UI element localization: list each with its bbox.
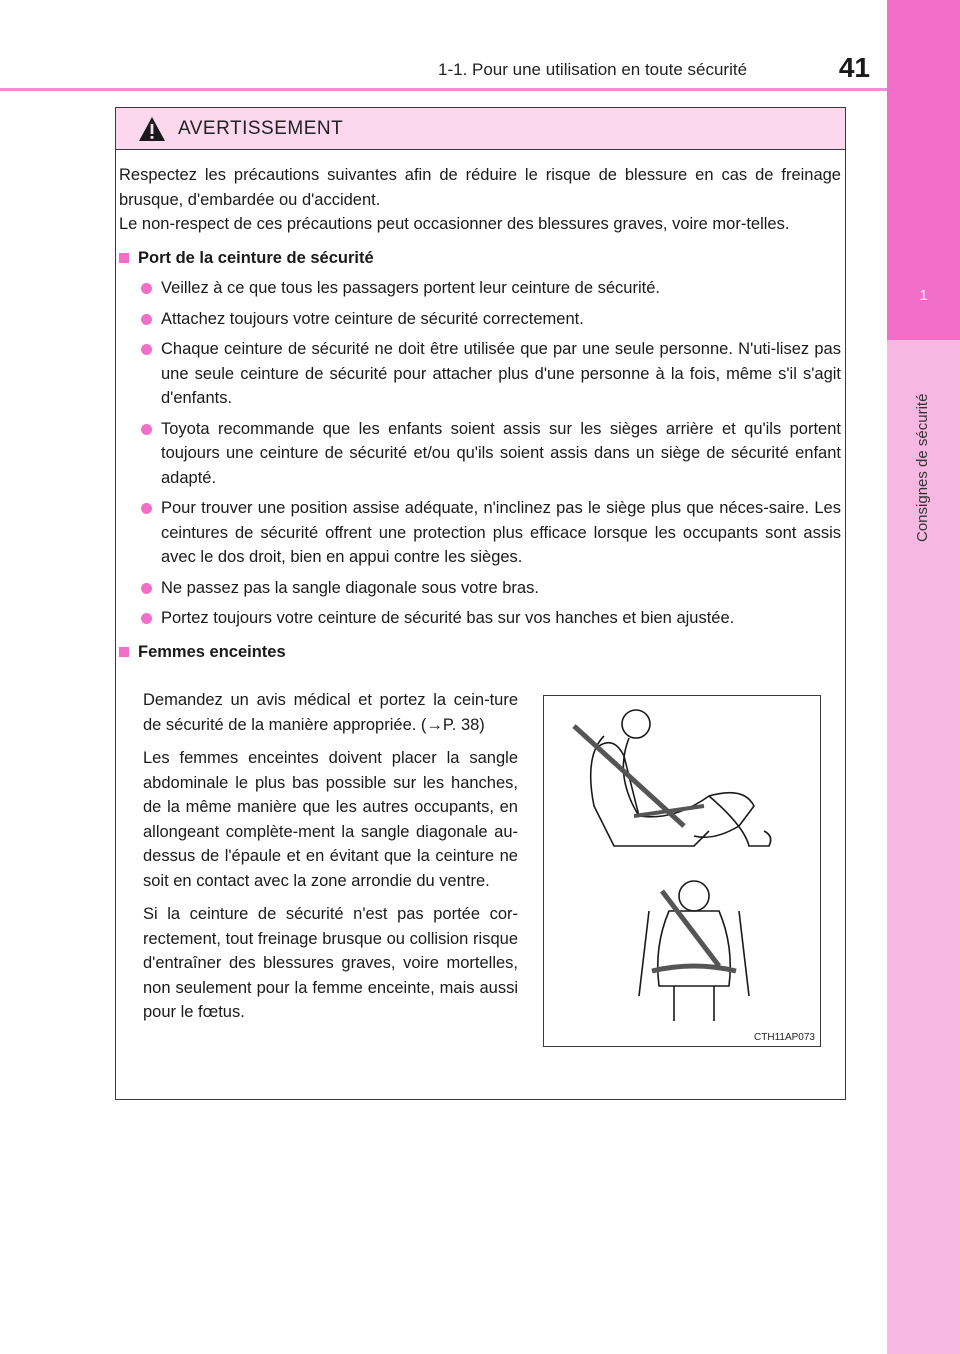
square-bullet-icon	[119, 647, 129, 657]
warning-triangle-icon	[138, 116, 166, 142]
circle-bullet-icon	[141, 424, 152, 435]
section-heading: Femmes enceintes	[119, 640, 841, 665]
header-divider	[0, 88, 887, 91]
circle-bullet-icon	[141, 314, 152, 325]
list-item: Toyota recommande que les enfants soient assis sur les sièges arrière et qu'ils portent toujours une ceinture de sécurité et/ou qu'ils soient assis dans un siège de sécurité enfant adapté.	[119, 417, 841, 491]
list-item: Chaque ceinture de sécurité ne doit être utilisée que par une seule personne. N'uti-lisez pas une seule ceinture de sécurité pour attacher plus d'une personne à la fois, même s'il s'agit d'enfants.	[119, 337, 841, 411]
warning-content	[119, 163, 841, 664]
circle-bullet-icon	[141, 613, 152, 624]
chapter-number: 1	[919, 287, 928, 304]
chapter-number-tab	[887, 0, 960, 340]
figure-code: CTH11AP073	[754, 1032, 815, 1043]
square-bullet-icon	[119, 253, 129, 263]
paragraph: Les femmes enceintes doivent placer la sangle abdominale le plus bas possible sur les hanches, de la même manière que les autres occupants, en allongeant complète-ment la sangle diagonale au-dessus de l'épaule et en évitant que la ceinture ne soit en contact avec la zone arrondie du ventre.	[143, 749, 518, 890]
chapter-label: Consignes de sécurité	[914, 393, 931, 542]
seatbelt-illustration	[543, 695, 821, 1047]
circle-bullet-icon	[141, 583, 152, 594]
paragraph: Si la ceinture de sécurité n'est pas portée cor-rectement, tout freinage brusque ou collision risque d'entraîner des blessures graves, voire mortelles, non seulement pour la femme enceinte, mais aussi pour le fœtus.	[143, 905, 518, 1021]
list-item: Portez toujours votre ceinture de sécurité bas sur vos hanches et bien ajustée.	[119, 606, 841, 631]
paragraph: Demandez un avis médical et portez la cein-ture de sécurité de la manière appropriée. (→P. 38)	[143, 691, 518, 734]
warning-header	[116, 108, 845, 150]
page-number: 41	[838, 52, 870, 83]
circle-bullet-icon	[141, 283, 152, 294]
warning-title: AVERTISSEMENT	[178, 117, 344, 139]
intro-paragraph: Le non-respect de ces précautions peut occasionner des blessures graves, voire mor-telles.	[119, 215, 790, 233]
list-item: Ne passez pas la sangle diagonale sous votre bras.	[119, 576, 841, 601]
circle-bullet-icon	[141, 503, 152, 514]
circle-bullet-icon	[141, 344, 152, 355]
list-item: Attachez toujours votre ceinture de sécurité correctement.	[119, 307, 841, 332]
section-heading: Port de la ceinture de sécurité	[119, 246, 841, 271]
list-item: Pour trouver une position assise adéquate, n'inclinez pas le siège plus que néces-saire. Les ceintures de sécurité offrent une protection plus efficace lorsque les occupants sont assis avec le dos droit, bien en appui contre les sièges.	[119, 496, 841, 570]
pregnant-woman-seatbelt-icon	[544, 696, 819, 1026]
pregnancy-text	[143, 688, 518, 1034]
list-item: Veillez à ce que tous les passagers portent leur ceinture de sécurité.	[119, 276, 841, 301]
chapter-title: 1-1. Pour une utilisation en toute sécurité	[438, 60, 748, 79]
intro-paragraph: Respectez les précautions suivantes afin de réduire le risque de blessure en cas de freinage brusque, d'embardée ou d'accident.	[119, 166, 841, 209]
